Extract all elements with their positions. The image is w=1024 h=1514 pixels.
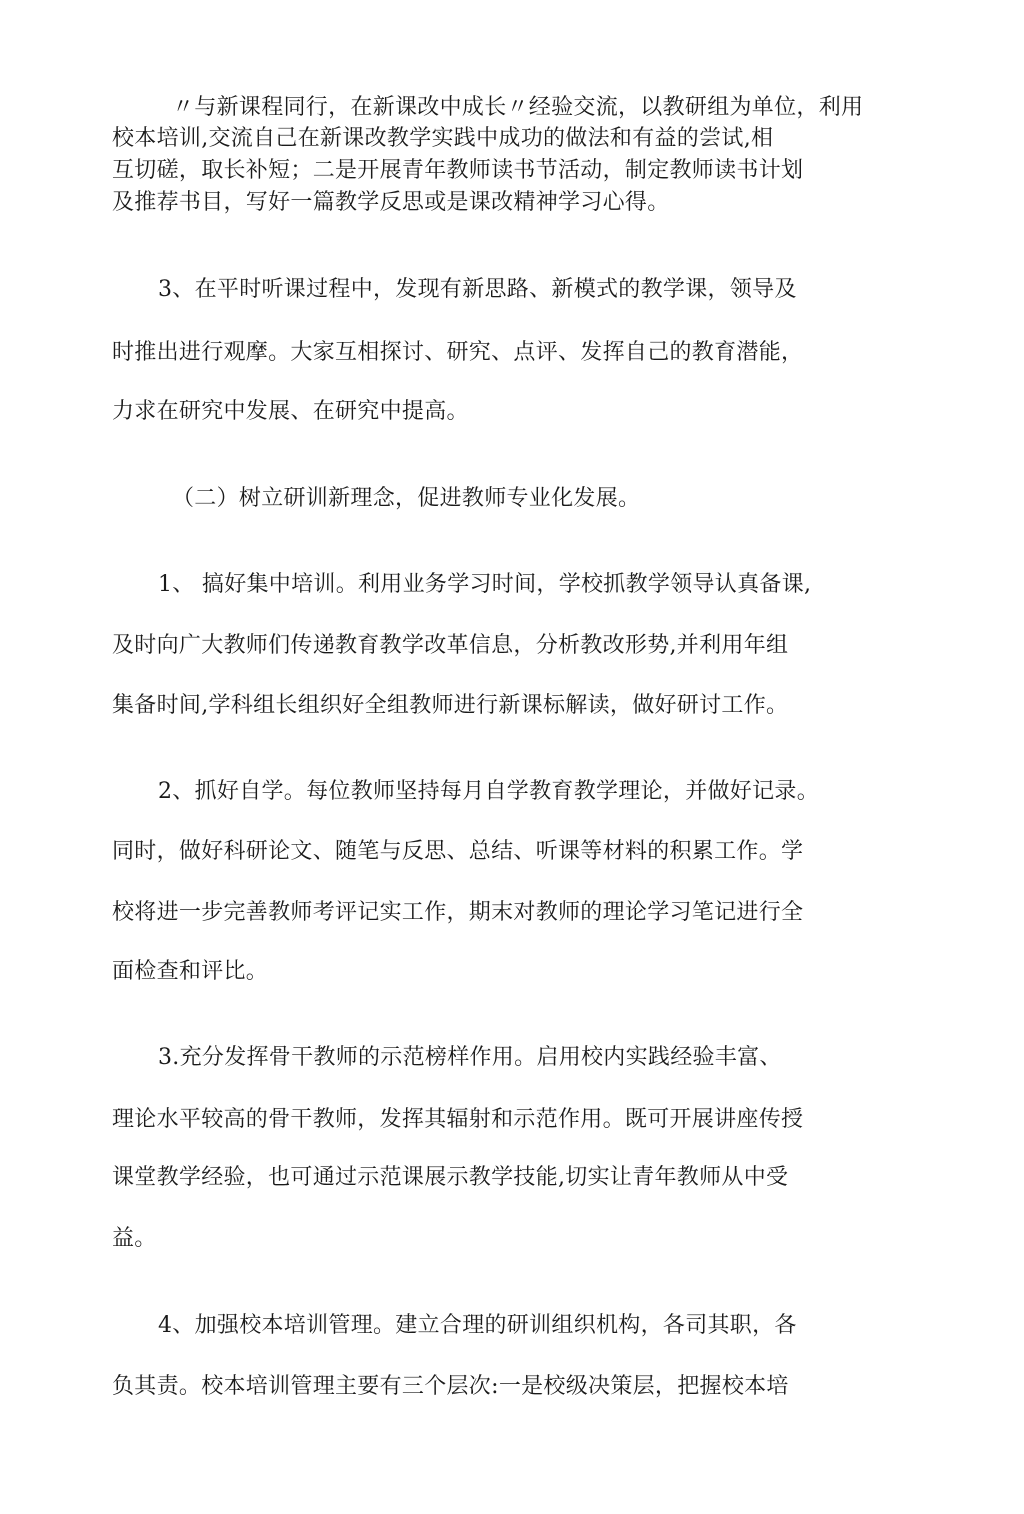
- text-line: 〃与新课程同行，在新课改中成长〃经验交流，以教研组为单位，利用: [172, 95, 864, 120]
- text-line: 及推荐书目，写好一篇教学反思或是课改精神学习心得。: [112, 190, 670, 215]
- text-line: 负其责。校本培训管理主要有三个层次:一是校级决策层，把握校本培: [112, 1374, 789, 1399]
- text-line: 校将进一步完善教师考评记实工作，期末对教师的理论学习笔记进行全: [112, 900, 804, 925]
- text-line: 面检查和评比。: [112, 959, 269, 984]
- text-line: 集备时间,学科组长组织好全组教师进行新课标解读，做好研讨工作。: [112, 693, 789, 718]
- text-line: 益。: [112, 1226, 157, 1251]
- text-line: 4、加强校本培训管理。建立合理的研训组织机构，各司其职，各: [158, 1313, 797, 1338]
- section-heading: （二）树立研训新理念，促进教师专业化发展。: [172, 486, 641, 511]
- text-line: 1、 搞好集中培训。利用业务学习时间，学校抓教学领导认真备课,: [158, 572, 812, 597]
- text-line: 校本培训,交流自己在新课改教学实践中成功的做法和有益的尝试,相: [112, 126, 774, 151]
- text-line: 力求在研究中发展、在研究中提高。: [112, 399, 469, 424]
- text-line: 时推出进行观摩。大家互相探讨、研究、点评、发挥自己的教育潜能，: [112, 340, 804, 365]
- text-line: 3.充分发挥骨干教师的示范榜样作用。启用校内实践经验丰富、: [158, 1045, 782, 1070]
- text-line: 互切磋，取长补短；二是开展青年教师读书节活动，制定教师读书计划: [112, 158, 804, 183]
- text-line: 同时，做好科研论文、随笔与反思、总结、听课等材料的积累工作。学: [112, 839, 804, 864]
- text-line: 3、在平时听课过程中，发现有新思路、新模式的教学课，领导及: [158, 277, 797, 302]
- text-line: 理论水平较高的骨干教师，发挥其辐射和示范作用。既可开展讲座传授: [112, 1107, 804, 1132]
- text-line: 课堂教学经验，也可通过示范课展示教学技能,切实让青年教师从中受: [112, 1165, 789, 1190]
- text-line: 及时向广大教师们传递教育教学改革信息，分析教改形势,并利用年组: [112, 633, 789, 658]
- text-line: 2、抓好自学。每位教师坚持每月自学教育教学理论，并做好记录。: [158, 779, 819, 804]
